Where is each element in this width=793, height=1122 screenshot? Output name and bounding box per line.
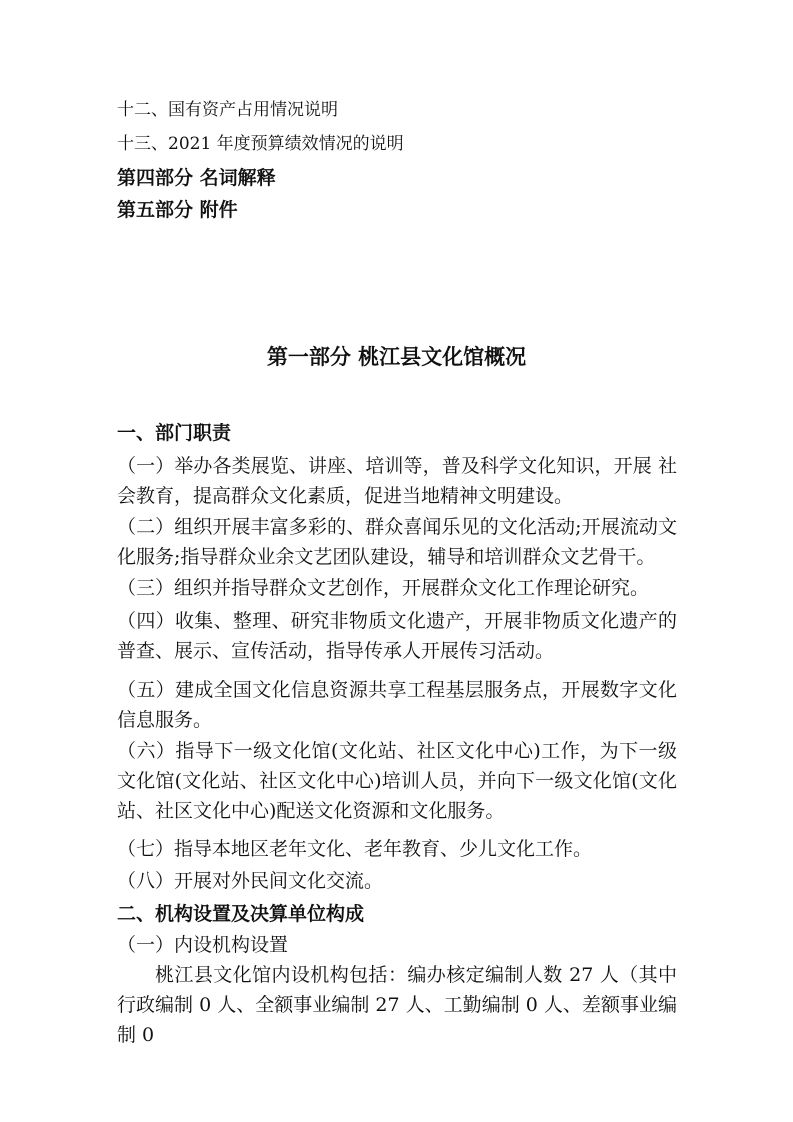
section1-heading: 一、部门职责 bbox=[117, 422, 232, 444]
duty-paragraph-7: （七）指导本地区老年文化、老年教育、少儿文化工作。 bbox=[117, 838, 593, 860]
duty-paragraph-5: （五）建成全国文化信息资源共享工程基层服务点，开展数字文化信息服务。 bbox=[117, 679, 677, 731]
section2-subheading: （一）内设机构设置 bbox=[117, 934, 289, 956]
duty-paragraph-8: （八）开展对外民间文化交流。 bbox=[117, 870, 384, 892]
toc-item-13: 十三、2021 年度预算绩效情况的说明 bbox=[117, 134, 404, 154]
duty-paragraph-2: （二）组织开展丰富多彩的、群众喜闻乐见的文化活动;开展流动文化服务;指导群众业余文艺团队建设，辅导和培训群众文艺骨干。 bbox=[117, 516, 677, 568]
toc-item-12: 十二、国有资产占用情况说明 bbox=[117, 100, 338, 120]
section2-heading: 二、机构设置及决算单位构成 bbox=[117, 903, 365, 925]
section2-paragraph-1: 桃江县文化馆内设机构包括：编办核定编制人数 27 人（其中行政编制 0 人、全额事业编制 27 人、工勤编制 0 人、差额事业编制 0 bbox=[117, 964, 677, 1046]
duty-paragraph-1: （一）举办各类展览、讲座、培训等，普及科学文化知识，开展 社会教育，提高群众文化素质，促进当地精神文明建设。 bbox=[117, 455, 677, 507]
duty-paragraph-3: （三）组织并指导群众文艺创作，开展群众文化工作理论研究。 bbox=[117, 577, 650, 599]
duty-paragraph-6: （六）指导下一级文化馆(文化站、社区文化中心)工作，为下一级文化馆(文化站、社区文化中心)培训人员，并向下一级文化馆(文化站、社区文化中心)配送文化资源和文化服务。 bbox=[117, 740, 677, 822]
part1-title: 第一部分 桃江县文化馆概况 bbox=[266, 345, 527, 369]
toc-part-4: 第四部分 名词解释 bbox=[117, 167, 276, 189]
toc-part-5: 第五部分 附件 bbox=[117, 199, 238, 221]
duty-paragraph-4: （四）收集、整理、研究非物质文化遗产，开展非物质文化遗产的普查、展示、宣传活动，指导传承人开展传习活动。 bbox=[117, 610, 677, 662]
